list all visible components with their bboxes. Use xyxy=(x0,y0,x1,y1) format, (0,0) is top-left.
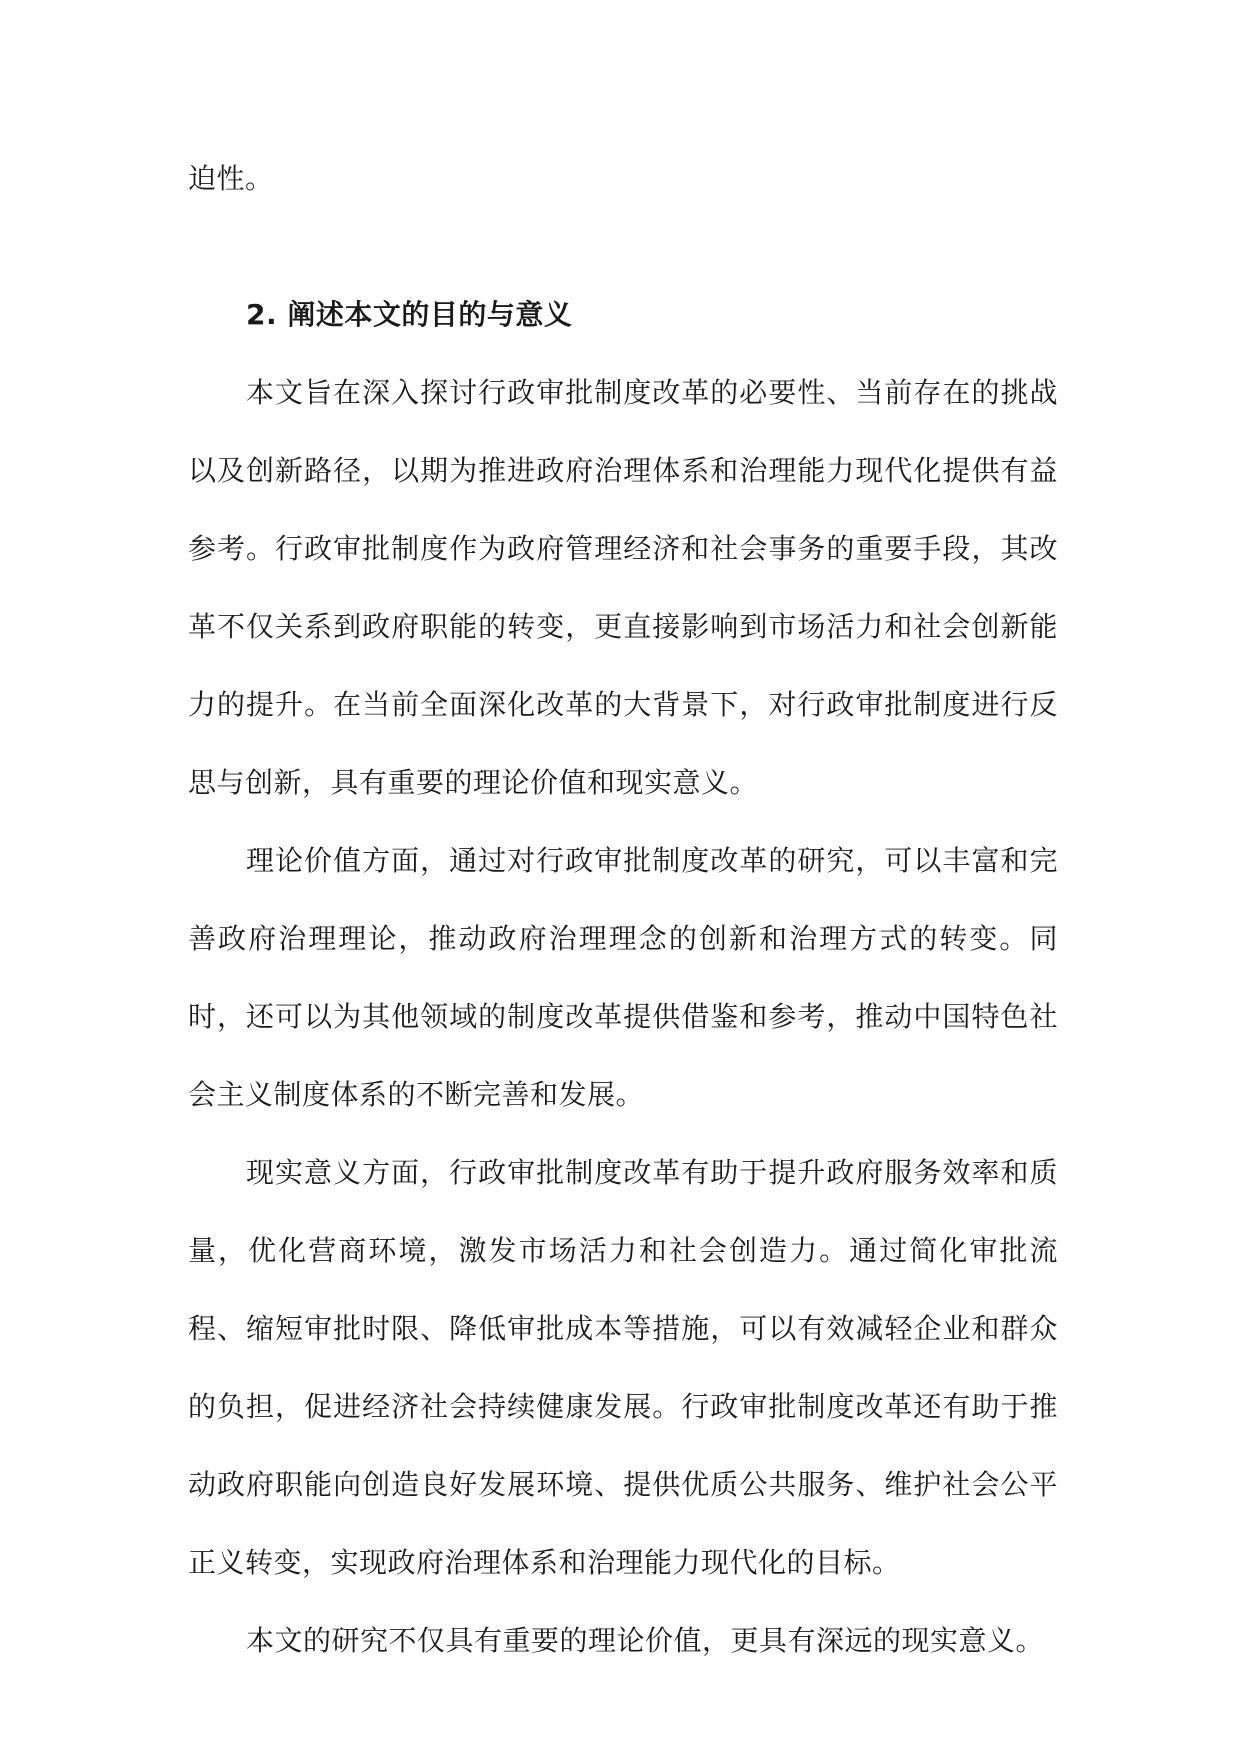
document-body xyxy=(188,140,1058,1680)
paragraph-practical-significance: 现实意义方面，行政审批制度改革有助于提升政府服务效率和质量，优化营商环境，激发市场活力和社会创造力。通过简化审批流程、缩短审批时限、降低审批成本等措施，可以有效减轻企业和群众的负担，促进经济社会持续健康发展。行政审批制度改革还有助于推动政府职能向创造良好发展环境、提供优质公共服务、维护社会公平正义转变，实现政府治理体系和治理能力现代化的目标。 xyxy=(188,1156,1058,1579)
paragraph-theoretical-value: 理论价值方面，通过对行政审批制度改革的研究，可以丰富和完善政府治理理论，推动政府治理理念的创新和治理方式的转变。同时，还可以为其他领域的制度改革提供借鉴和参考，推动中国特色社会主义制度体系的不断完善和发展。 xyxy=(188,844,1058,1111)
section-heading: 2. 阐述本文的目的与意义 xyxy=(246,298,573,331)
continuation-text: 迫性。 xyxy=(188,162,274,195)
paragraph-purpose: 本文旨在深入探讨行政审批制度改革的必要性、当前存在的挑战以及创新路径，以期为推进政府治理体系和治理能力现代化提供有益参考。行政审批制度作为政府管理经济和社会事务的重要手段，其改革不仅关系到政府职能的转变，更直接影响到市场活力和社会创新能力的提升。在当前全面深化改革的大背景下，对行政审批制度进行反思与创新，具有重要的理论价值和现实意义。 xyxy=(188,376,1058,799)
paragraph-conclusion: 本文的研究不仅具有重要的理论价值，更具有深远的现实意义。 xyxy=(246,1624,1045,1657)
